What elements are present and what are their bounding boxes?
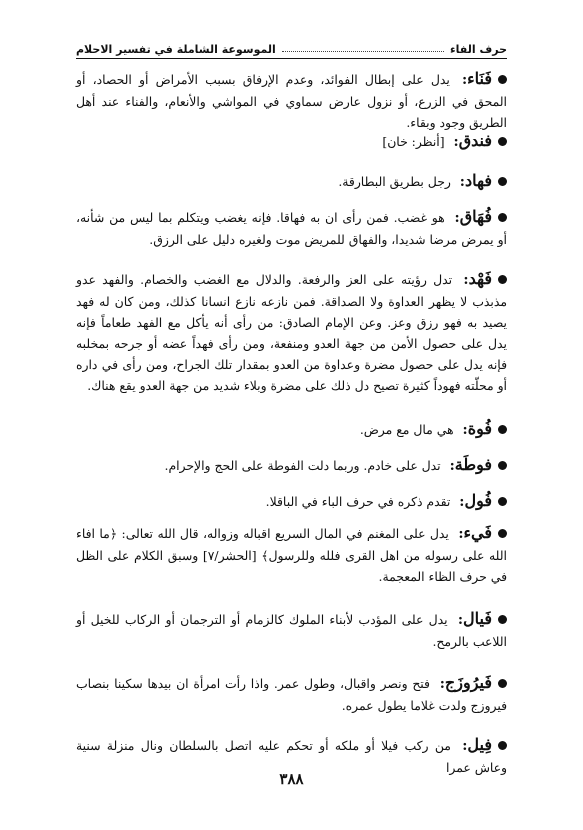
dictionary-entry: فَنَاء: يدل على إبطال الفوائد، وعدم الإرفاق بسبب الأمراض أو الحصاد، أو المحق في الزرع، أو نزول عارض سماوي في المواشي والأنعام، والفناء عند أهل الطريق وجود وبقاء. <box>76 69 507 130</box>
entry-heading: فندق <box>458 131 492 150</box>
dictionary-entry: فُول: تقدم ذكره في حرف الباء في الباقلا. <box>76 490 507 513</box>
entry-heading: فِيل <box>467 735 492 754</box>
entry-heading: فَنَاء <box>467 69 492 88</box>
bullet-icon <box>498 213 507 222</box>
entry-heading: فوطَة <box>454 455 492 474</box>
entry-text: يدل على المغنم في المال السريع اقباله وزواله، قال الله تعالى: ﴿ما افاء الله على رسوله من اهل القرى فلله وللرسول﴾ [الحشر/٧] وسبق الكلام على الظل في حرف الظاء المعجمة. <box>76 526 508 584</box>
dictionary-entry: فُوة: هي مال مع مرض. <box>76 418 507 441</box>
entry-text: تقدم ذكره في حرف الباء في الباقلا. <box>265 494 451 509</box>
dictionary-entry: فِيل: من ركب فيلا أو ملكه أو تحكم عليه اتصل بالسلطان ونال منزلة سنية وعاش عمرا <box>76 735 507 775</box>
bullet-icon <box>498 461 507 470</box>
header-dot-leader <box>282 50 444 52</box>
entry-text: هي مال مع مرض. <box>359 422 454 437</box>
bullet-icon <box>498 615 507 624</box>
bullet-icon <box>498 75 507 84</box>
dictionary-entry: فَيرُوزَج: فتح ونصر واقبال، وطول عمر. واذا رأت امرأة ان بيدها سكينا بنصاب فيروزج ولدت غلاما يطول عمره. <box>76 673 507 713</box>
dictionary-entry: فوطَة: تدل على خادم. وربما دلت الفوطة على الحج والإحرام. <box>76 454 507 477</box>
entry-heading: فُوة <box>467 419 492 438</box>
entry-heading: فُهَاق <box>459 207 492 226</box>
bullet-icon <box>498 529 507 538</box>
entry-text: تدل على خادم. وربما دلت الفوطة على الحج والإحرام. <box>164 458 441 473</box>
bullet-icon <box>498 275 507 284</box>
header-book-title: الموسوعة الشاملة في تفسير الاحلام <box>76 43 276 56</box>
entry-text: يدل على إبطال الفوائد، وعدم الإرفاق بسبب الأمراض أو الحصاد، أو المحق في الزرع، أو نزول عارض سماوي في المواشي والأنعام، والفناء عند أهل الطريق وجود وبقاء. <box>76 72 507 130</box>
entry-text: تدل رؤيته على العز والرفعة. والدلال مع الغضب والخصام. والفهد عدو مذبذب لا يظهر العداوة ولا الصداقة. فمن نازعه نازع انسانا كذلك، ومن كان له فهد يصيد به فهو رزق وعز. وعن الإمام الصادق: من رأى أنه يأكل مع الفهد طعاماً فإنه يدل على حصول الأمن من جهة العدو ومنفعة، ومن رأى فهداً عضه أو جرحه بمخلبه فإنه يدل على حصول مضرة وعداوة من العدو بمقدار تلك الجراح، ومن رأى في داره أو محلّته فهوداً كثيرة تصيح دل ذلك على مضرة وبلاء شديد من جهة العدو يقع هناك. <box>76 272 507 393</box>
entry-text: من ركب فيلا أو ملكه أو تحكم عليه اتصل بالسلطان ونال منزلة سنية وعاش عمرا <box>76 738 507 775</box>
bullet-icon <box>498 741 507 750</box>
dictionary-entry: فُهَاق: هو غضب. فمن رأى ان به فهاقا. فإنه يغضب ويتكلم بما ليس من شأنه، أو يمرض مرضا شديدا، والفهاق للمريض موت ولغيره دليل على الرزق. <box>76 207 507 247</box>
bullet-icon <box>498 425 507 434</box>
bullet-icon <box>498 177 507 186</box>
entry-text: هو غضب. فمن رأى ان به فهاقا. فإنه يغضب ويتكلم بما ليس من شأنه، أو يمرض مرضا شديدا، والفهاق للمريض موت ولغيره دليل على الرزق. <box>76 210 507 247</box>
entry-heading: فُول <box>464 491 492 510</box>
entry-text: [أنظر: خان] <box>382 134 445 149</box>
dictionary-entry: فَيال: يدل على المؤدب لأبناء الملوك كالزمام أو الترجمان أو الركاب للخيل أو اللاعب بالرمح. <box>76 609 507 649</box>
entry-text: فتح ونصر واقبال، وطول عمر. واذا رأت امرأة ان بيدها سكينا بنصاب فيروزج ولدت غلاما يطول عمره. <box>76 676 507 713</box>
page-number: ٣٨٨ <box>279 770 304 788</box>
entry-heading: فَيال <box>463 609 492 628</box>
bullet-icon <box>498 679 507 688</box>
entry-heading: فَيرُوزَج <box>444 673 492 692</box>
header-chapter: حرف الفاء <box>450 43 507 56</box>
bullet-icon <box>498 497 507 506</box>
dictionary-entry: فَهْد: تدل رؤيته على العز والرفعة. والدلال مع الغضب والخصام. والفهد عدو مذبذب لا يظهر العداوة ولا الصداقة. فمن نازعه نازع انسانا كذلك، ومن كان له فهد يصيد به فهو رزق وعز. وعن الإمام الصادق: من رأى أنه يأكل مع الفهد طعاماً فإنه يدل على حصول الأمن من جهة العدو ومنفعة، ومن رأى فهداً عضه أو جرحه بمخلبه فإنه يدل على حصول مضرة وعداوة من العدو بمقدار تلك الجراح، ومن رأى في داره أو محلّته فهوداً كثيرة تصيح دل ذلك على مضرة وبلاء شديد من جهة العدو يقع هناك. <box>76 269 507 393</box>
entry-heading: فَيء <box>463 523 492 542</box>
dictionary-entry: فهاد: رجل بطريق البطارقة. <box>76 170 507 193</box>
entry-heading: فهاد <box>464 171 492 190</box>
dictionary-entry: فَيء: يدل على المغنم في المال السريع اقباله وزواله، قال الله تعالى: ﴿ما افاء الله على رسوله من اهل القرى فلله وللرسول﴾ [الحشر/٧] وسبق الكلام على الظل في حرف الظاء المعجمة. <box>76 523 508 584</box>
entry-text: يدل على المؤدب لأبناء الملوك كالزمام أو الترجمان أو الركاب للخيل أو اللاعب بالرمح. <box>76 612 507 649</box>
entry-heading: فَهْد <box>468 269 492 288</box>
running-header <box>76 34 507 59</box>
bullet-icon <box>498 137 507 146</box>
entry-text: رجل بطريق البطارقة. <box>338 174 451 189</box>
dictionary-entry: فندق: [أنظر: خان] <box>76 130 507 153</box>
